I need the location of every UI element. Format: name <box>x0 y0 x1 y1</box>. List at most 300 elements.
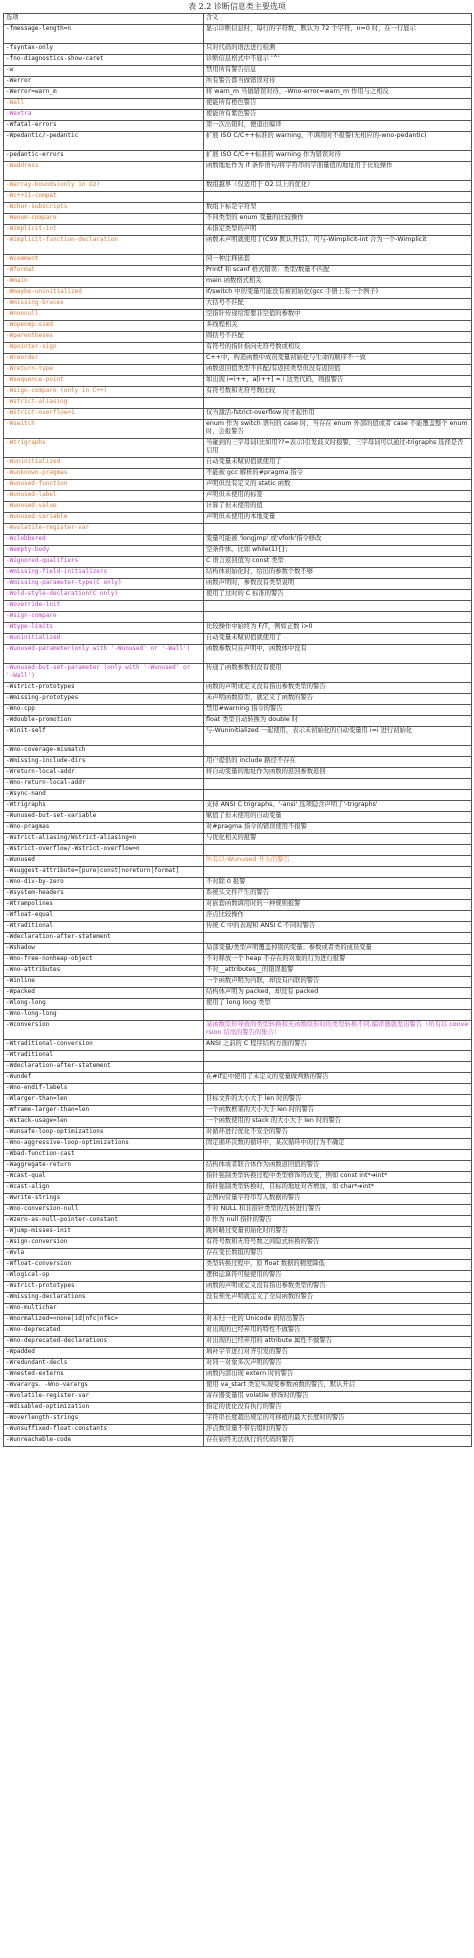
meaning-cell: 传递了函数参数但没有使用 <box>204 664 472 683</box>
meaning-cell: 逻辑运算符可疑使用的警告 <box>204 1271 472 1282</box>
option-cell: -Warray-bounds(only in O2) <box>4 181 204 192</box>
table-row <box>4 1337 472 1348</box>
table-row <box>4 310 472 321</box>
table-row <box>4 1216 472 1227</box>
table-row <box>4 299 472 310</box>
meaning-cell: 同一种注释嵌套 <box>204 255 472 266</box>
option-cell: -Woverride-init <box>4 601 204 612</box>
meaning-cell: 目标文件的大小大于 len 时的警告 <box>204 1095 472 1106</box>
option-cell: -fsyntax-only <box>4 44 204 55</box>
table-row <box>4 266 472 277</box>
meaning-cell: 所有警告都当做错误对待 <box>204 77 472 88</box>
table-row <box>4 491 472 502</box>
option-cell: -Wstack-usage=len <box>4 1117 204 1128</box>
table-row <box>4 288 472 299</box>
table-row <box>4 77 472 88</box>
option-cell: -Wlong-long <box>4 999 204 1010</box>
table-row <box>4 568 472 579</box>
table-row <box>4 439 472 458</box>
option-cell: -Wnonnull <box>4 310 204 321</box>
option-cell: -Wfatal-errors <box>4 121 204 132</box>
meaning-cell: 第一次出错时，便退出编译 <box>204 121 472 132</box>
table-row <box>4 236 472 255</box>
meaning-cell <box>204 524 472 535</box>
option-cell: -Wstrict-aliasing/Wstrict-aliasing=n <box>4 834 204 845</box>
option-cell: -Wundef <box>4 1073 204 1084</box>
meaning-cell: 多线程相关 <box>204 321 472 332</box>
meaning-cell: C++中，构造函数中成员变量初始化与生命的顺序不一致 <box>204 354 472 365</box>
table-row <box>4 889 472 900</box>
meaning-cell <box>204 1051 472 1062</box>
table-row <box>4 955 472 966</box>
table-header-row <box>4 14 472 25</box>
table-row <box>4 988 472 999</box>
option-cell: -Wjump-misses-init <box>4 1227 204 1238</box>
table-row <box>4 1117 472 1128</box>
table-row <box>4 845 472 856</box>
table-row <box>4 911 472 922</box>
table-row <box>4 277 472 288</box>
option-cell: -Wno-conversion-null <box>4 1205 204 1216</box>
option-cell: -Wc++11-compat <box>4 192 204 203</box>
meaning-cell: 所有以-Wunused 开头的警告 <box>204 856 472 867</box>
option-cell: -Wstrict-overflow/-Wstrict-overflow=n <box>4 845 204 856</box>
table-row <box>4 192 472 203</box>
table-row <box>4 480 472 491</box>
option-cell: -Wmissing-parameter-type(C only) <box>4 579 204 590</box>
meaning-cell: 圆括号不匹配 <box>204 332 472 343</box>
meaning-cell: 将自动变量的地址作为函数的返回参数返回 <box>204 768 472 779</box>
table-row <box>4 812 472 823</box>
meaning-cell: 变量可能被 'longjmp' 或'vfork'指令修改 <box>204 535 472 546</box>
meaning-cell: 对出现的已经弃用的 attribute 属性不做警告 <box>204 1337 472 1348</box>
table-body <box>4 25 472 1447</box>
table-row <box>4 790 472 801</box>
meaning-cell: 使能所有紫色警告 <box>204 110 472 121</box>
meaning-cell: 函数未声明就使用了(C99 默认开启)，可与-Wimplicit-int 合为一个-Wimplicit <box>204 236 472 255</box>
option-cell: -Wnormalized=<none|id|nfc|nfkc> <box>4 1315 204 1326</box>
meaning-cell: float 类型自动转换为 double 时 <box>204 716 472 727</box>
meaning-cell: 寄存器变量用 volatile 修饰时的警告 <box>204 1392 472 1403</box>
table-row <box>4 214 472 225</box>
option-cell: -Wpacked <box>4 988 204 999</box>
meaning-cell: 扩展 ISO C/C++标准的 warning，不调用时不报警(无相应的-wno-pedantic) <box>204 132 472 151</box>
option-cell: -Wall <box>4 99 204 110</box>
meaning-cell <box>204 746 472 757</box>
option-cell: -Wfloat-conversion <box>4 1260 204 1271</box>
option-cell: -Wsync-nand <box>4 790 204 801</box>
meaning-cell <box>204 1062 472 1073</box>
option-cell: -Wuninitialized <box>4 634 204 645</box>
option-cell: -Wdeclaration-after-statement <box>4 1062 204 1073</box>
option-cell: -Wtype-limits <box>4 623 204 634</box>
meaning-cell: 数组越界（仅适用于 O2 以上的优化） <box>204 181 472 192</box>
meaning-cell: 空指针传递给需要非空值的参数中 <box>204 310 472 321</box>
table-row <box>4 1139 472 1150</box>
option-cell: -Wmissing-declarations <box>4 1293 204 1304</box>
option-cell: -Wmain <box>4 277 204 288</box>
option-cell: -Wno-free-nonheap-object <box>4 955 204 966</box>
meaning-cell: 对同一对象多次声明的警告 <box>204 1359 472 1370</box>
option-cell: -Wconversion <box>4 1021 204 1040</box>
option-cell: -Wno-multichar <box>4 1304 204 1315</box>
table-row <box>4 225 472 236</box>
option-cell: -Wno-return-local-addr <box>4 779 204 790</box>
meaning-cell: 不能被 gcc 解析的#pragma 指令 <box>204 469 472 480</box>
option-cell: -Wredundant-decls <box>4 1359 204 1370</box>
option-cell: -pedantic-errors <box>4 151 204 162</box>
meaning-cell: 函数的声明或定义没有指出参数类型的警告 <box>204 683 472 694</box>
table-row <box>4 878 472 889</box>
table-row <box>4 513 472 524</box>
option-cell: -Wtrampolines <box>4 900 204 911</box>
table-row <box>4 546 472 557</box>
option-cell: -Wtraditional-conversion <box>4 1040 204 1051</box>
table-row <box>4 1282 472 1293</box>
meaning-cell: 禁用#warning 指令的警告 <box>204 705 472 716</box>
option-cell: -Wignored-qualifiers <box>4 557 204 568</box>
meaning-cell: 一个函数框架的大小大于 len 时的警告 <box>204 1106 472 1117</box>
meaning-cell: 跳转略过变量初始化时的警告 <box>204 1227 472 1238</box>
meaning-cell: 0 作为 null 指针的警告 <box>204 1216 472 1227</box>
meaning-cell: 指定的优化没有执行的警告 <box>204 1403 472 1414</box>
option-cell: -Wbad-function-cast <box>4 1150 204 1161</box>
table-row <box>4 612 472 623</box>
table-row <box>4 387 472 398</box>
table-row <box>4 856 472 867</box>
meaning-cell: 声明但未使用的标签 <box>204 491 472 502</box>
meaning-cell: Printf 和 scanf 格式错误：类型/数量不匹配 <box>204 266 472 277</box>
meaning-cell: 类型转换过程中，原 float 数据的精度降低 <box>204 1260 472 1271</box>
table-row <box>4 409 472 420</box>
meaning-cell: 浮点比较操作 <box>204 911 472 922</box>
table-row <box>4 683 472 694</box>
option-cell: -Wsign-compare <box>4 612 204 623</box>
option-cell: -Wswitch <box>4 420 204 439</box>
meaning-cell: 与-Wuninitialized 一起使用，表示未初始化的自动变量用 i=i 进行初始化 <box>204 727 472 746</box>
table-row <box>4 181 472 192</box>
table-row <box>4 1348 472 1359</box>
table-row <box>4 746 472 757</box>
option-cell: -Wmissing-field-initializers <box>4 568 204 579</box>
option-cell: -Wvolatile-register-var <box>4 1392 204 1403</box>
table-row <box>4 664 472 683</box>
option-cell: -Wno-attributes <box>4 966 204 977</box>
option-cell: -Wno-pragmas <box>4 823 204 834</box>
table-row <box>4 420 472 439</box>
table-row <box>4 1040 472 1051</box>
meaning-cell: 诊断信息格式中不显示 '^' <box>204 55 472 66</box>
table-row <box>4 590 472 601</box>
option-cell: -fmessage-length=n <box>4 25 204 44</box>
meaning-cell: If/switch 中的变量可能没有被初始化(gcc 手册上有一个例子) <box>204 288 472 299</box>
table-row <box>4 1271 472 1282</box>
option-cell: -Winline <box>4 977 204 988</box>
option-cell: -Wreturn-type <box>4 365 204 376</box>
option-cell: -Woverlength-strings <box>4 1414 204 1425</box>
table-row <box>4 1172 472 1183</box>
table-row <box>4 151 472 162</box>
option-cell: -Wunused-function <box>4 480 204 491</box>
table-row <box>4 834 472 845</box>
meaning-cell: 使能所有橙色警告 <box>204 99 472 110</box>
meaning-cell: 声明但没有定义的 static 函数 <box>204 480 472 491</box>
option-cell: -Wunreachable-code <box>4 1436 204 1447</box>
table-row <box>4 944 472 955</box>
table-row <box>4 757 472 768</box>
option-cell: -Wsign-compare (only in C++) <box>4 387 204 398</box>
meaning-cell: 赋值了但未使用的自动变量 <box>204 812 472 823</box>
table-caption: 表 2.2 诊断信息类主要选项 <box>188 2 286 11</box>
table-row <box>4 768 472 779</box>
table-row <box>4 1194 472 1205</box>
option-cell: -Wno-coverage-mismatch <box>4 746 204 757</box>
option-cell: -Wunused-parameter(only with '-Wunused' or '-Wall') <box>4 645 204 664</box>
meaning-cell: 结构体或者联合体作为函数返回值的警告 <box>204 1161 472 1172</box>
meaning-cell: 对嵌套函数调用时的一种规则报警 <box>204 900 472 911</box>
option-cell: -Wunsafe-loop-optimizations <box>4 1128 204 1139</box>
table-row <box>4 922 472 933</box>
meaning-cell: 有符号数和无符号数比较 <box>204 387 472 398</box>
meaning-cell: 用户提供的 include 路径不存在 <box>204 757 472 768</box>
header-meaning: 含义 <box>204 14 472 25</box>
option-cell: -Wtraditional <box>4 922 204 933</box>
meaning-cell: 声明但未使用的本地变量 <box>204 513 472 524</box>
option-cell: -Wenum-compare <box>4 214 204 225</box>
option-cell: -Wnested-externs <box>4 1370 204 1381</box>
option-cell: -Wmissing-prototypes <box>4 694 204 705</box>
table-row <box>4 823 472 834</box>
meaning-cell: 大括号不匹配 <box>204 299 472 310</box>
table-row <box>4 88 472 99</box>
table-row <box>4 966 472 977</box>
meaning-cell: 函数参数只在声明中，函数体中没有 <box>204 645 472 664</box>
table-row <box>4 469 472 480</box>
option-cell: -Waggregate-return <box>4 1161 204 1172</box>
option-cell: -Wpointer-sign <box>4 343 204 354</box>
meaning-cell: 传统 C 中的表现和 ANSI C 不同时警告 <box>204 922 472 933</box>
meaning-cell: enum 作为 switch 语句的 case 时，当存在 enum 外部的值或者 case 不能覆盖整个 enum 时，会报警告 <box>204 420 472 439</box>
option-cell: -Wno-cpp <box>4 705 204 716</box>
table-row <box>4 535 472 546</box>
table-row <box>4 162 472 181</box>
table-row <box>4 398 472 409</box>
meaning-cell: 函数声明时，参数没有类型说明 <box>204 579 472 590</box>
meaning-cell: 企图向常量字符串写入数据的警告 <box>204 1194 472 1205</box>
option-cell: -Wclobbered <box>4 535 204 546</box>
option-cell: -Wcast-qual <box>4 1172 204 1183</box>
table-row <box>4 779 472 790</box>
meaning-cell: main 函数格式相关 <box>204 277 472 288</box>
table-row <box>4 694 472 705</box>
option-cell: -Wvla <box>4 1249 204 1260</box>
option-cell: -Wextra <box>4 110 204 121</box>
table-row <box>4 1293 472 1304</box>
option-cell: -Wno-deprecated-declarations <box>4 1337 204 1348</box>
option-cell: -Wcomment <box>4 255 204 266</box>
meaning-cell: 没有预先声明就定义了全局函数的警告 <box>204 1293 472 1304</box>
meaning-cell <box>204 845 472 856</box>
table-row <box>4 1359 472 1370</box>
meaning-cell: 计算了但未使用的值 <box>204 502 472 513</box>
table-row <box>4 25 472 44</box>
meaning-cell: 不对除 0 报警 <box>204 878 472 889</box>
option-cell: -Wmissing-braces <box>4 299 204 310</box>
table-row <box>4 55 472 66</box>
meaning-cell: 如出现 i=i++，a[i++] = i 这类代码，则报警告 <box>204 376 472 387</box>
meaning-cell: 数组下标是字符型 <box>204 203 472 214</box>
meaning-cell: 存在变长数组的警告 <box>204 1249 472 1260</box>
table-row <box>4 867 472 878</box>
option-cell: -Wno-deprecated <box>4 1326 204 1337</box>
table-row <box>4 121 472 132</box>
option-cell: -Wuninitialized <box>4 458 204 469</box>
option-cell: -Wdisabled-optimization <box>4 1403 204 1414</box>
table-row <box>4 579 472 590</box>
table-row <box>4 1403 472 1414</box>
table-row <box>4 1062 472 1073</box>
option-cell: -Wtrigraphs <box>4 801 204 812</box>
table-row <box>4 1436 472 1447</box>
table-row <box>4 1392 472 1403</box>
option-cell: -Winit-self <box>4 727 204 746</box>
table-row <box>4 1370 472 1381</box>
option-cell: -Wzero-as-null-pointer-constant <box>4 1216 204 1227</box>
meaning-cell: 自动变量未赋初值就使用了 <box>204 458 472 469</box>
option-cell: -Wno-long-long <box>4 1010 204 1021</box>
table-row <box>4 1150 472 1161</box>
option-cell: -Wstrict-prototypes <box>4 683 204 694</box>
meaning-cell: 局部变量/类型声明覆盖掉别的变量、参数或者类的成员变量 <box>204 944 472 955</box>
table-row <box>4 524 472 535</box>
option-cell: -Waddress <box>4 162 204 181</box>
option-cell: -Wimplicit-function-declaration <box>4 236 204 255</box>
table-row <box>4 1238 472 1249</box>
option-cell: -Wreorder <box>4 354 204 365</box>
table-row <box>4 1106 472 1117</box>
table-row <box>4 623 472 634</box>
option-cell: -Wunused-but-set-parameter (only with '-Wunused' or '-Wall') <box>4 664 204 683</box>
meaning-cell: 比较操作中始终为 F/T，例如正数 i>0 <box>204 623 472 634</box>
option-cell: -fno-diagnostics-show-caret <box>4 55 204 66</box>
table-row <box>4 365 472 376</box>
meaning-cell: ANSI 之前的 C 程序结构方面的警告 <box>204 1040 472 1051</box>
meaning-cell <box>204 612 472 623</box>
meaning-cell: 对#pragma 指令的错误使用不报警 <box>204 823 472 834</box>
meaning-cell <box>204 1084 472 1095</box>
meaning-cell: 结构体初始化时，给出的参数个数不够 <box>204 568 472 579</box>
meaning-cell: 不对释放一个 heap 不存在的对象的行为进行报警 <box>204 955 472 966</box>
option-cell: -Wunused <box>4 856 204 867</box>
table-row <box>4 44 472 55</box>
table-row <box>4 203 472 214</box>
option-cell: -Wfloat-equal <box>4 911 204 922</box>
table-row <box>4 1073 472 1084</box>
table-row <box>4 458 472 469</box>
table-row <box>4 557 472 568</box>
meaning-cell: 一个函数使用的 stack 的大小大于 len 时的警告 <box>204 1117 472 1128</box>
table-row <box>4 1381 472 1392</box>
option-cell: -Wunused-but-set-variable <box>4 812 204 823</box>
table-row <box>4 1128 472 1139</box>
meaning-cell: 在#if宏中使用了未定义的变量做判断的警告 <box>204 1073 472 1084</box>
meaning-cell: 将 warn_m 当做错误对待，-Wno-error=warn_m 作用与之相反 <box>204 88 472 99</box>
table-row <box>4 1183 472 1194</box>
diagnostic-options-table <box>3 13 472 1447</box>
option-cell: -Wpedantic/-pedantic <box>4 132 204 151</box>
option-cell: -Wframe-larger-than=len <box>4 1106 204 1117</box>
meaning-cell: 结构体声明为 packed，却没有 packed <box>204 988 472 999</box>
meaning-cell <box>204 867 472 878</box>
option-cell: -Wsystem-headers <box>4 889 204 900</box>
option-cell: -Wopenmp-simd <box>4 321 204 332</box>
meaning-cell: 填补字节进行对齐引发的警告 <box>204 1348 472 1359</box>
option-cell: -Wunsuffixed-float-constants <box>4 1425 204 1436</box>
meaning-cell: 使用了过时的 C 标准的警告 <box>204 590 472 601</box>
meaning-cell: 空条件体。比如 while(1){}; <box>204 546 472 557</box>
meaning-cell <box>204 192 472 203</box>
meaning-cell: 固定循环次数的循环中，某次循环中的行为不确定 <box>204 1139 472 1150</box>
table-row <box>4 1205 472 1216</box>
meaning-cell: 与优化相关的报警 <box>204 834 472 845</box>
meaning-cell: 对出现的已经弃用的特性不做警告 <box>204 1326 472 1337</box>
meaning-cell: 使用 va_start 类宏实现变参数函数的警告，默认开启 <box>204 1381 472 1392</box>
table-row <box>4 1084 472 1095</box>
table-row <box>4 132 472 151</box>
option-cell: -Wold-style-declaration(C only) <box>4 590 204 601</box>
table-row <box>4 1425 472 1436</box>
option-cell: -Wsign-conversion <box>4 1238 204 1249</box>
meaning-cell: 显示诊断信息时，每行的字符数，默认为 72 个字符，n=0 时，在一行显示 <box>204 25 472 44</box>
option-cell: -Wsuggest-attribute=[pure|const|noreturn|format] <box>4 867 204 878</box>
header-option: 选项 <box>4 14 204 25</box>
table-row <box>4 1227 472 1238</box>
option-cell: -Wstrict-prototypes <box>4 1282 204 1293</box>
meaning-cell <box>204 779 472 790</box>
option-cell: -Wno-endif-labels <box>4 1084 204 1095</box>
meaning-cell <box>204 1010 472 1021</box>
option-cell: -Wtraditional <box>4 1051 204 1062</box>
table-row <box>4 1021 472 1040</box>
meaning-cell: 函数的声明或定义没有指出参数类型的警告 <box>204 1282 472 1293</box>
option-cell: -Werror=warn_m <box>4 88 204 99</box>
table-row <box>4 255 472 266</box>
table-row <box>4 1010 472 1021</box>
table-row <box>4 1414 472 1425</box>
option-cell: -Wpadded <box>4 1348 204 1359</box>
meaning-cell: 使用了 long long 类型 <box>204 999 472 1010</box>
meaning-cell <box>204 933 472 944</box>
meaning-cell: 系统头文件产生的警告 <box>204 889 472 900</box>
option-cell: -Wreturn-local-addr <box>4 768 204 779</box>
table-row <box>4 727 472 746</box>
table-row <box>4 1051 472 1062</box>
meaning-cell: 自动变量未赋初值就使用了 <box>204 634 472 645</box>
table-row <box>4 376 472 387</box>
meaning-cell: 字符串长度超出规定的可移植的最大长度时的警告 <box>204 1414 472 1425</box>
table-row <box>4 502 472 513</box>
meaning-cell: 指针强制类型转换时，目标的地址对齐增加，如 char*➔int* <box>204 1183 472 1194</box>
option-cell: -Wunused-variable <box>4 513 204 524</box>
table-row <box>4 321 472 332</box>
meaning-cell: 扩展 ISO C/C++标准的 warning 作为错误对待 <box>204 151 472 162</box>
meaning-cell: 对循环进行优化不安全的警告 <box>204 1128 472 1139</box>
table-row <box>4 634 472 645</box>
option-cell: -Wno-div-by-zero <box>4 878 204 889</box>
table-row <box>4 1161 472 1172</box>
option-cell: -Werror <box>4 77 204 88</box>
option-cell: -Wvarargs、-Wno-varargs <box>4 1381 204 1392</box>
